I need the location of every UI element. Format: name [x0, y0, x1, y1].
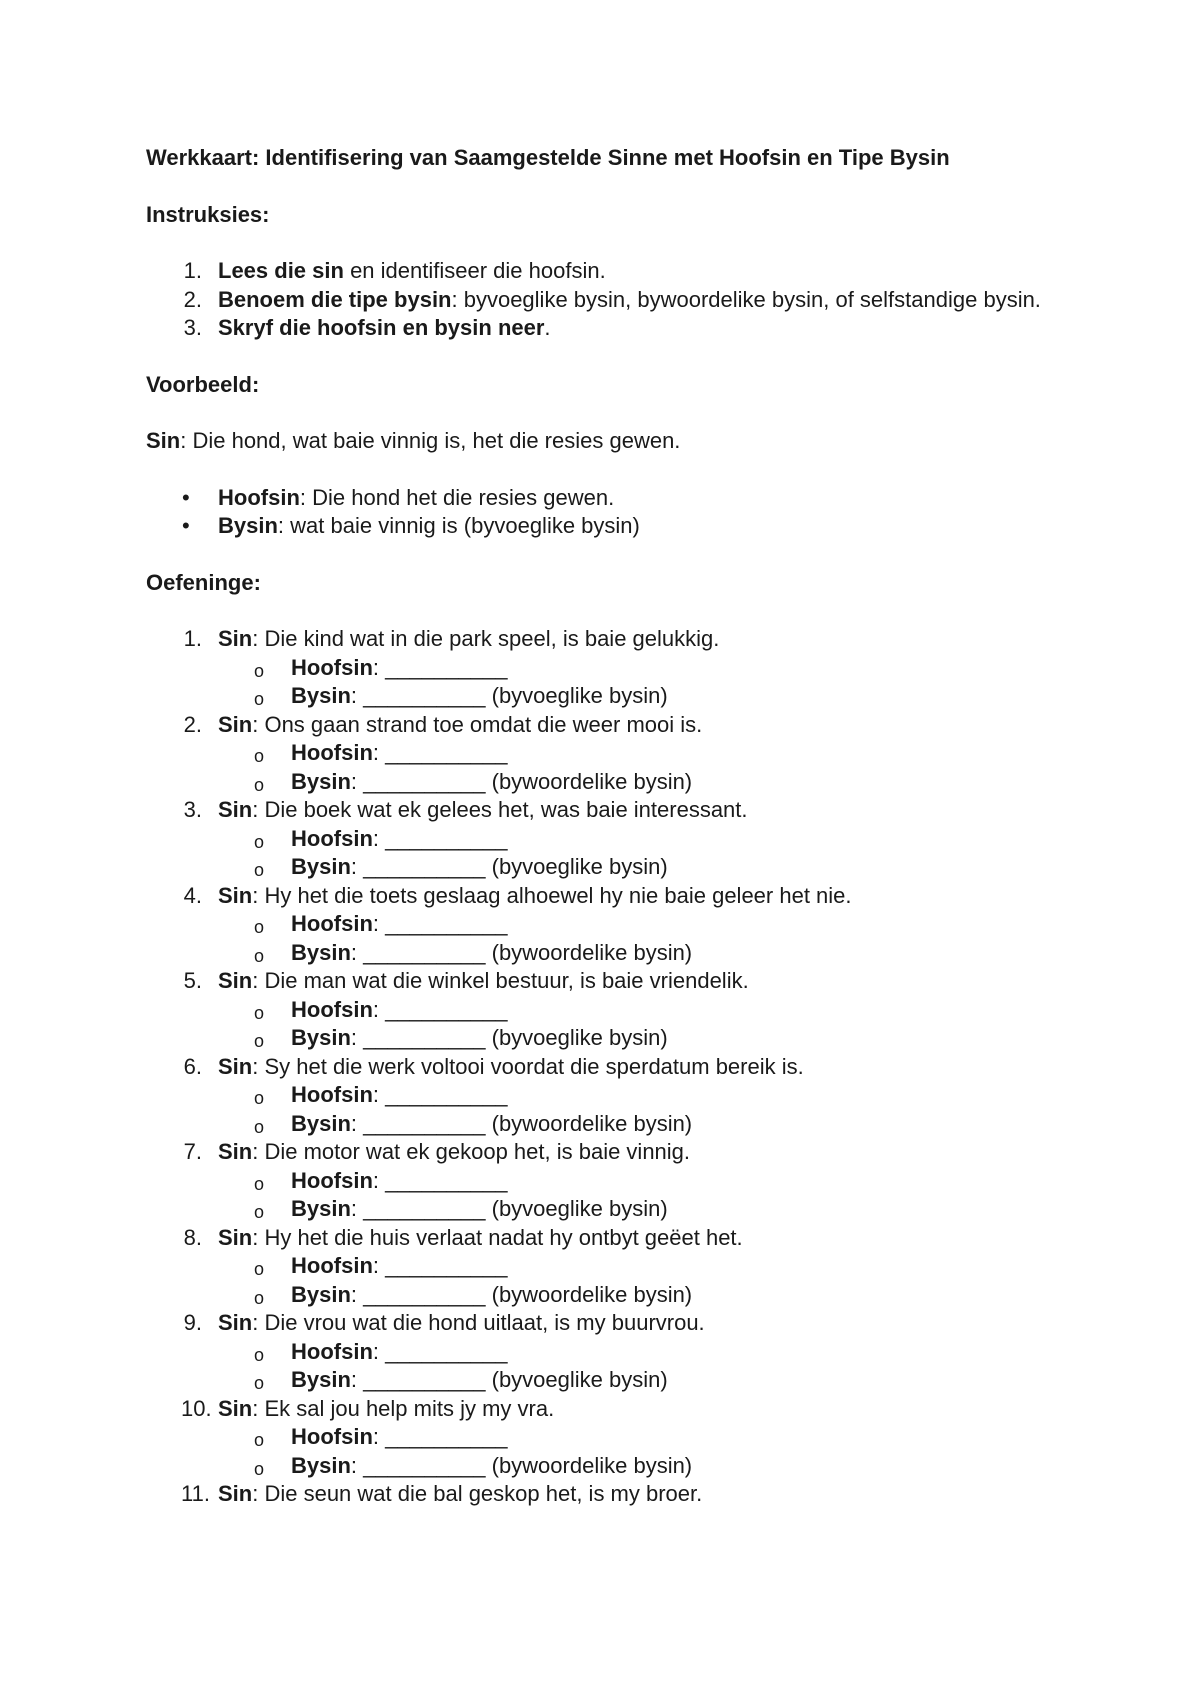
sub-bullet-icon: o [254, 774, 265, 795]
sub-bullet-icon: o [254, 1259, 265, 1279]
sentence-text: : Die man wat die winkel bestuur, is baie vriendelik. [252, 968, 749, 993]
answer-blank[interactable]: : __________ [350, 854, 486, 879]
hoofsin-line [146, 739, 1100, 768]
sentence-label: Sin [218, 1224, 253, 1250]
bysin-line [146, 1024, 1100, 1053]
example-sentence-text: : Die hond, wat baie vinnig is, het die resies gewen. [180, 428, 681, 453]
hoofsin-label: Hoofsin [291, 1082, 373, 1107]
exercise-item [146, 1309, 1100, 1338]
hoofsin-line [146, 910, 1100, 939]
bysin-line [146, 939, 1100, 968]
bysin-line [146, 682, 1100, 711]
bysin-line [146, 1366, 1100, 1395]
instructions-heading: Instruksies: [146, 201, 270, 227]
exercise-item [146, 1480, 1100, 1509]
sub-bullet-icon: o [254, 831, 265, 852]
answer-blank[interactable]: : __________ [372, 1253, 508, 1278]
sub-bullet-icon: o [254, 1002, 265, 1023]
bysin-label: Bysin [291, 768, 351, 794]
example-sentence [146, 427, 1100, 456]
answer-blank[interactable]: : __________ [350, 939, 486, 965]
sub-bullet-icon: o [254, 1088, 265, 1108]
answer-blank[interactable]: : __________ [372, 825, 508, 851]
exercise-item [146, 1224, 1100, 1253]
example-bullet-label: Bysin [218, 513, 278, 538]
answer-blank[interactable]: : __________ [372, 911, 508, 936]
bysin-type: (bywoordelike bysin) [485, 1281, 693, 1307]
hoofsin-line [146, 1338, 1100, 1367]
bysin-label: Bysin [291, 1281, 351, 1307]
sentence-label: Sin [218, 1481, 253, 1506]
hoofsin-line [146, 654, 1100, 683]
answer-blank[interactable]: : __________ [350, 768, 486, 794]
bysin-type: (bywoordelike bysin) [485, 1110, 693, 1136]
hoofsin-label: Hoofsin [291, 1167, 373, 1193]
sentence-label: Sin [218, 1310, 253, 1335]
bysin-line [146, 853, 1100, 882]
exercise-list [146, 625, 1100, 1509]
sentence-label: Sin [218, 1395, 253, 1421]
exercise-item [146, 882, 1100, 911]
bysin-type: (byvoeglike bysin) [485, 854, 668, 879]
sentence-text: : Die motor wat ek gekoop het, is baie vinnig. [252, 1139, 691, 1164]
list-number: 3. [183, 315, 202, 340]
example-bullet-item [146, 512, 1100, 541]
example-bullets [146, 484, 1100, 541]
example-sentence-label: Sin [146, 428, 181, 453]
instruction-text: . [544, 315, 551, 340]
hoofsin-label: Hoofsin [291, 996, 373, 1022]
hoofsin-label: Hoofsin [291, 740, 373, 765]
instructions-list [146, 257, 1100, 343]
sentence-text: : Ek sal jou help mits jy my vra. [252, 1395, 555, 1421]
bysin-line [146, 1452, 1100, 1481]
bysin-line [146, 768, 1100, 797]
bysin-label: Bysin [291, 1110, 351, 1136]
list-number: 7. [183, 1139, 202, 1164]
answer-blank[interactable]: : __________ [372, 996, 508, 1022]
list-number: 10. [181, 1395, 212, 1421]
bysin-label: Bysin [291, 854, 351, 879]
sentence-label: Sin [218, 711, 253, 737]
sub-bullet-icon: o [254, 1173, 265, 1194]
sub-bullet-icon: o [254, 1287, 265, 1308]
sentence-text: : Die boek wat ek gelees het, was baie interessant. [252, 797, 748, 822]
exercise-item [146, 796, 1100, 825]
sentence-text: : Die vrou wat die hond uitlaat, is my buurvrou. [252, 1310, 705, 1335]
hoofsin-line [146, 996, 1100, 1025]
sub-bullet-icon: o [254, 689, 265, 709]
sub-bullet-icon: o [254, 1202, 265, 1222]
list-number: 9. [183, 1310, 202, 1335]
exercise-item [146, 1053, 1100, 1082]
instruction-bold: Lees die sin [218, 258, 344, 283]
hoofsin-line [146, 1252, 1100, 1281]
bysin-type: (byvoeglike bysin) [485, 1025, 668, 1050]
sentence-label: Sin [218, 968, 253, 993]
example-bullet-label: Hoofsin [218, 484, 300, 510]
hoofsin-line [146, 825, 1100, 854]
sub-bullet-icon: o [254, 1373, 265, 1393]
answer-blank[interactable]: : __________ [350, 1196, 486, 1221]
example-heading: Voorbeeld: [146, 371, 260, 397]
sentence-label: Sin [218, 882, 253, 908]
list-number: 8. [183, 1224, 202, 1250]
worksheet-title: Werkkaart: Identifisering van Saamgestelde Sinne met Hoofsin en Tipe Bysin [146, 145, 950, 170]
instruction-text: : byvoeglike bysin, bywoordelike bysin, of selfstandige bysin. [451, 286, 1041, 312]
exercise-item [146, 625, 1100, 654]
bysin-line [146, 1110, 1100, 1139]
example-bullet-text: : Die hond het die resies gewen. [299, 484, 615, 510]
answer-blank[interactable]: : __________ [350, 683, 486, 708]
instruction-item [146, 257, 1100, 286]
sub-bullet-icon: o [254, 1430, 265, 1450]
sub-bullet-icon: o [254, 1031, 265, 1051]
instruction-bold: Benoem die tipe bysin [218, 286, 452, 312]
bysin-label: Bysin [291, 1452, 351, 1478]
answer-blank[interactable]: : __________ [350, 1025, 486, 1050]
sentence-text: : Hy het die huis verlaat nadat hy ontbyt geëet het. [252, 1224, 743, 1250]
answer-blank[interactable]: : __________ [372, 740, 508, 765]
hoofsin-label: Hoofsin [291, 1424, 373, 1449]
hoofsin-line [146, 1167, 1100, 1196]
bysin-type: (bywoordelike bysin) [485, 1452, 693, 1478]
sub-bullet-icon: o [254, 1344, 265, 1365]
hoofsin-line [146, 1423, 1100, 1452]
bysin-label: Bysin [291, 939, 351, 965]
instruction-item [146, 314, 1100, 343]
hoofsin-label: Hoofsin [291, 1338, 373, 1364]
sub-bullet-icon: o [254, 746, 265, 766]
bysin-label: Bysin [291, 1196, 351, 1221]
exercise-item [146, 1138, 1100, 1167]
instruction-text: en identifiseer die hoofsin. [343, 258, 606, 283]
answer-blank[interactable]: : __________ [350, 1452, 486, 1478]
bysin-line [146, 1195, 1100, 1224]
answer-blank[interactable]: : __________ [350, 1110, 486, 1136]
example-bullet-item [146, 484, 1100, 513]
list-number: 2. [183, 711, 202, 737]
bysin-type: (byvoeglike bysin) [485, 683, 668, 708]
sub-bullet-icon: o [254, 917, 265, 937]
sentence-text: : Hy het die toets geslaag alhoewel hy nie baie geleer het nie. [252, 882, 852, 908]
answer-blank[interactable]: : __________ [372, 654, 508, 680]
answer-blank[interactable]: : __________ [372, 1167, 508, 1193]
answer-blank[interactable]: : __________ [350, 1281, 486, 1307]
bysin-line [146, 1281, 1100, 1310]
list-number: 5. [183, 968, 202, 993]
sentence-text: : Ons gaan strand toe omdat die weer mooi is. [252, 711, 703, 737]
bysin-label: Bysin [291, 683, 351, 708]
sub-bullet-icon: o [254, 860, 265, 880]
bysin-label: Bysin [291, 1025, 351, 1050]
sentence-text: : Die kind wat in die park speel, is baie gelukkig. [252, 626, 720, 651]
sentence-text: : Sy het die werk voltooi voordat die sperdatum bereik is. [252, 1053, 804, 1079]
answer-blank[interactable]: : __________ [372, 1424, 508, 1449]
hoofsin-label: Hoofsin [291, 1253, 373, 1278]
bysin-type: (bywoordelike bysin) [485, 939, 693, 965]
list-number: 11. [181, 1481, 210, 1506]
sub-bullet-icon: o [254, 1116, 265, 1137]
list-number: 1. [183, 626, 202, 651]
sentence-text: : Die seun wat die bal geskop het, is my broer. [252, 1481, 703, 1506]
exercises-heading: Oefeninge: [146, 569, 261, 595]
answer-blank[interactable]: : __________ [372, 1338, 508, 1364]
list-number: 2. [183, 286, 202, 312]
hoofsin-label: Hoofsin [291, 825, 373, 851]
hoofsin-line [146, 1081, 1100, 1110]
sub-bullet-icon: o [254, 660, 265, 681]
list-number: 6. [183, 1053, 202, 1079]
example-bullet-text: : wat baie vinnig is (byvoeglike bysin) [277, 513, 640, 538]
answer-blank[interactable]: : __________ [372, 1082, 508, 1107]
sub-bullet-icon: o [254, 945, 265, 966]
sentence-label: Sin [218, 1053, 253, 1079]
exercise-item [146, 967, 1100, 996]
bullet-icon: • [182, 513, 190, 538]
bullet-icon: • [182, 484, 190, 510]
list-number: 3. [183, 797, 202, 822]
instruction-item [146, 286, 1100, 315]
exercise-item [146, 1395, 1100, 1424]
sub-bullet-icon: o [254, 1458, 265, 1479]
exercise-item [146, 711, 1100, 740]
hoofsin-label: Hoofsin [291, 911, 373, 936]
sentence-label: Sin [218, 626, 253, 651]
sentence-label: Sin [218, 1139, 253, 1164]
bysin-type: (byvoeglike bysin) [485, 1367, 668, 1392]
bysin-type: (byvoeglike bysin) [485, 1196, 668, 1221]
sentence-label: Sin [218, 797, 253, 822]
hoofsin-label: Hoofsin [291, 654, 373, 680]
list-number: 1. [183, 258, 202, 283]
instruction-bold: Skryf die hoofsin en bysin neer [218, 315, 545, 340]
answer-blank[interactable]: : __________ [350, 1367, 486, 1392]
bysin-label: Bysin [291, 1367, 351, 1392]
bysin-type: (bywoordelike bysin) [485, 768, 693, 794]
list-number: 4. [183, 882, 202, 908]
